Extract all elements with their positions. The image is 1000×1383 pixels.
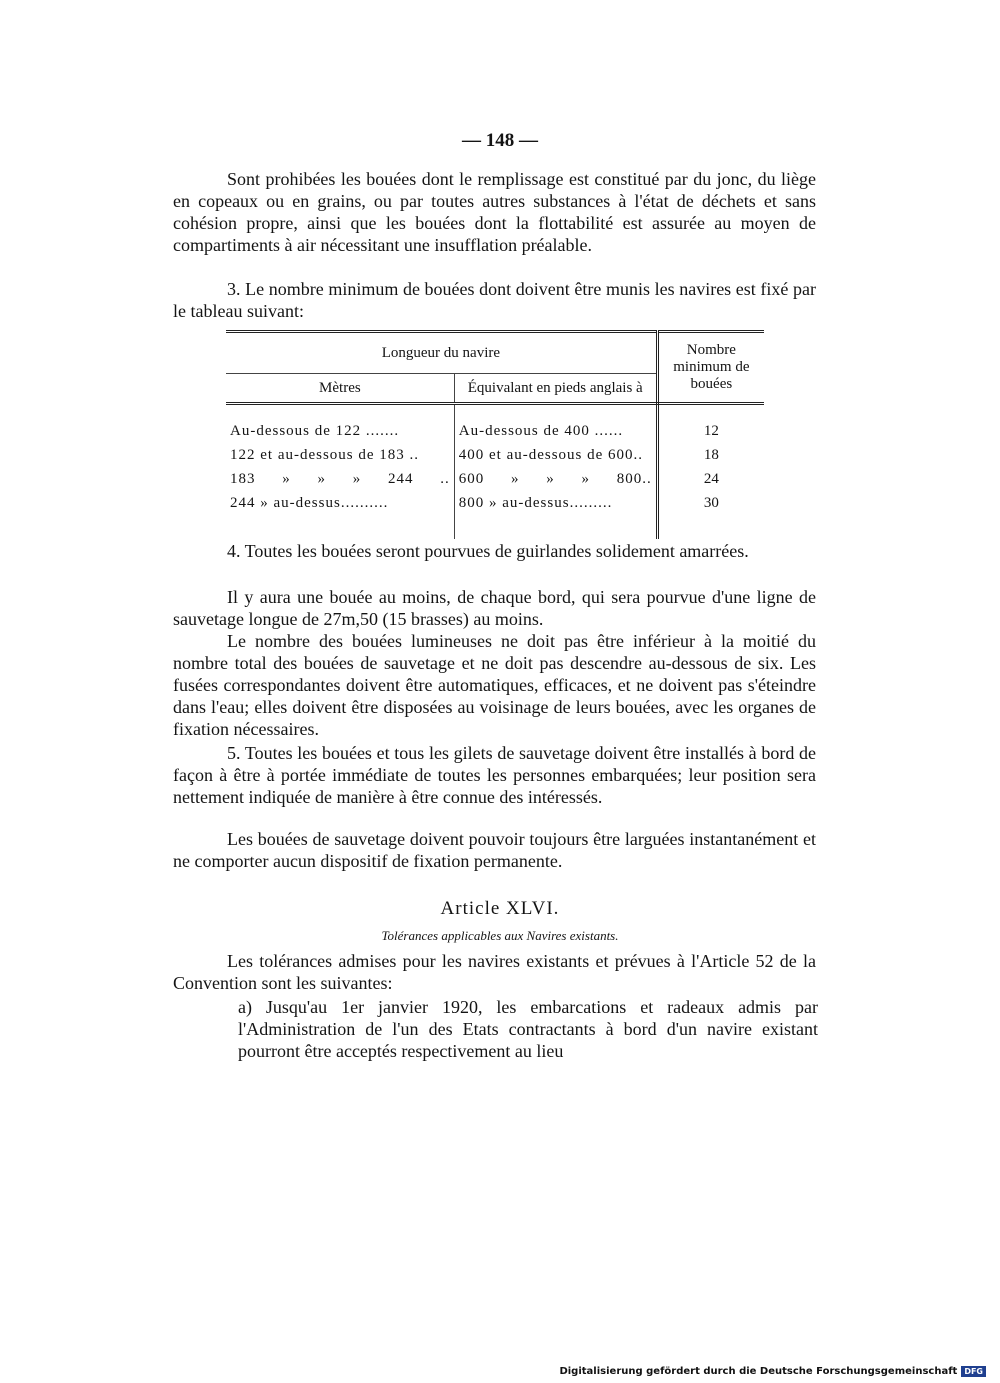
article-title: Article XLVI. <box>440 898 560 919</box>
cell-count: 12 <box>657 419 764 443</box>
table-row <box>226 419 764 443</box>
table-row <box>226 443 764 467</box>
dfg-logo: DFG <box>961 1366 986 1377</box>
cell-count: 24 <box>657 467 764 491</box>
paragraph-placement: 5. Toutes les bouées et tous les gilets de sauvetage doivent être installés à bord de façon à être à portée immédiate de toutes les personnes embarquées; leur position sera nettement indiquée de manière à être connue des intéressés. <box>173 743 816 807</box>
cell-metres: 122 et au-dessous de 183 .. <box>226 443 454 467</box>
paragraph-tolerances: Les tolérances admises pour les navires existants et prévues à l'Article 52 de la Convention sont les suivantes: <box>173 951 816 993</box>
cell-feet: 400 et au-dessous de 600.. <box>458 447 644 463</box>
cell-metres: 244 » au-dessus.......... <box>226 491 454 515</box>
paragraph-minimum-buoys: 3. Le nombre minimum de bouées dont doivent être munis les navires est fixé par le tableau suivant: <box>173 279 816 321</box>
header-buoy-count: Nombre minimum de bouées <box>657 332 764 404</box>
footer-credit-text: Digitalisierung gefördert durch die Deutsche Forschungsgemeinschaft <box>559 1366 958 1377</box>
paragraph-garlands: 4. Toutes les bouées seront pourvues de guirlandes solidement amarrées. <box>227 541 749 561</box>
paragraph-lit-buoys: Le nombre des bouées lumineuses ne doit pas être inférieur à la moitié du nombre total des bouées de sauvetage et ne doit pas descendre au-dessous de six. Les fusées correspondantes doivent être automatiques, efficaces, et ne doivent pas s'éteindre dans l'eau; elles doivent être disposées au voisinage de leurs bouées, avec les organes de fixation nécessaires. <box>173 631 816 739</box>
paragraph-prohibited-buoys: Sont prohibées les bouées dont le remplissage est constitué par du jonc, du liège en copeaux ou en grains, ou par toutes autres substances à l'état de déchets et sans cohésion propre, ainsi que les bouées dont la flottabilité est assurée au moyen de compartiments à air nécessitant une insufflation préalable. <box>173 169 816 255</box>
header-metres: Mètres <box>226 374 454 404</box>
cell-feet: 600 » » » 800.. <box>458 471 652 487</box>
cell-metres: Au-dessous de 122 ....... <box>226 419 454 443</box>
paragraph-lifeline: Il y aura une bouée au moins, de chaque bord, qui sera pourvue d'une ligne de sauvetage longue de 27m,50 (15 brasses) au moins. <box>173 587 816 629</box>
paragraph-item-a: a) Jusqu'au 1er janvier 1920, les embarcations et radeaux admis par l'Administration de l'un des Etats contractants à bord d'un navire existant pourront être acceptés respectivement au lieu <box>238 997 818 1061</box>
cell-metres: 183 » » » 244 .. <box>226 467 454 491</box>
cell-count: 18 <box>657 443 764 467</box>
footer-credit <box>559 1366 986 1377</box>
page-number: — 148 — <box>462 130 538 151</box>
cell-feet: 800 » au-dessus......... <box>458 495 613 511</box>
table-row <box>226 467 764 491</box>
paragraph-release: Les bouées de sauvetage doivent pouvoir toujours être larguées instantanément et ne comporter aucun dispositif de fixation permanente. <box>173 829 816 871</box>
article-subtitle: Tolérances applicables aux Navires existants. <box>381 928 619 943</box>
buoy-table <box>226 330 764 539</box>
cell-feet: Au-dessous de 400 ...... <box>458 423 624 439</box>
cell-count: 30 <box>657 491 764 515</box>
table-row <box>226 491 764 515</box>
header-ship-length: Longueur du navire <box>381 345 501 361</box>
header-feet: Équivalant en pieds anglais à <box>454 374 657 404</box>
